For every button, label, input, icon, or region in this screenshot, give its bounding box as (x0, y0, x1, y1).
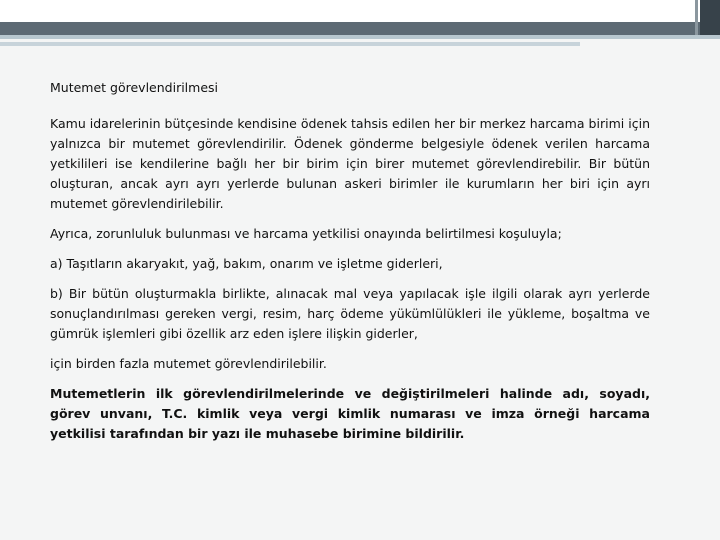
paragraph-conditions: Ayrıca, zorunluluk bulunması ve harcama yetkilisi onayında belirtilmesi koşuluyla; (50, 226, 562, 241)
header-band-light (0, 35, 720, 39)
header-band-dark (0, 22, 720, 35)
paragraph-item-b: b) Bir bütün oluşturmakla birlikte, alınacak mal veya yapılacak işle ilgili olarak ayrı yerlerde sonuçlandırılması gereken vergi, resim, harç ödeme yükümlülükleri ile yükleme, boşaltma ve gümrük işlemleri gibi özellik arz eden işlere ilişkin giderler, (50, 286, 650, 341)
slide-title: Mutemet görevlendirilmesi (50, 80, 219, 95)
paragraph-notification: Mutemetlerin ilk görevlendirilmelerinde ve değiştirilmeleri halinde adı, soyadı, görev unvanı, T.C. kimlik veya vergi kimlik numarası ve imza örneği harcama yetkilisi tarafından bir yazı ile muhasebe birimine bildirilir. (50, 386, 650, 441)
header-band-top (0, 0, 720, 22)
header-accent-line (0, 42, 580, 46)
slide-content (50, 78, 650, 444)
paragraph-conclusion: için birden fazla mutemet görevlendirilebilir. (50, 356, 327, 371)
paragraph-item-a: a) Taşıtların akaryakıt, yağ, bakım, onarım ve işletme giderleri, (50, 256, 443, 271)
corner-block (700, 0, 720, 35)
corner-divider (695, 0, 698, 35)
paragraph-intro: Kamu idarelerinin bütçesinde kendisine ödenek tahsis edilen her bir merkez harcama birimi için yalnızca bir mutemet görevlendirilir. Ödenek gönderme belgesiyle ödenek verilen harcama yetkilileri ise kendilerine bağlı her bir birim için birer mutemet görevlendirebilir. Bir bütün oluşturan, ancak ayrı ayrı yerlerde bulunan askeri birimler ile kurumların her biri için ayrı mutemet görevlendirilebilir. (50, 116, 650, 211)
